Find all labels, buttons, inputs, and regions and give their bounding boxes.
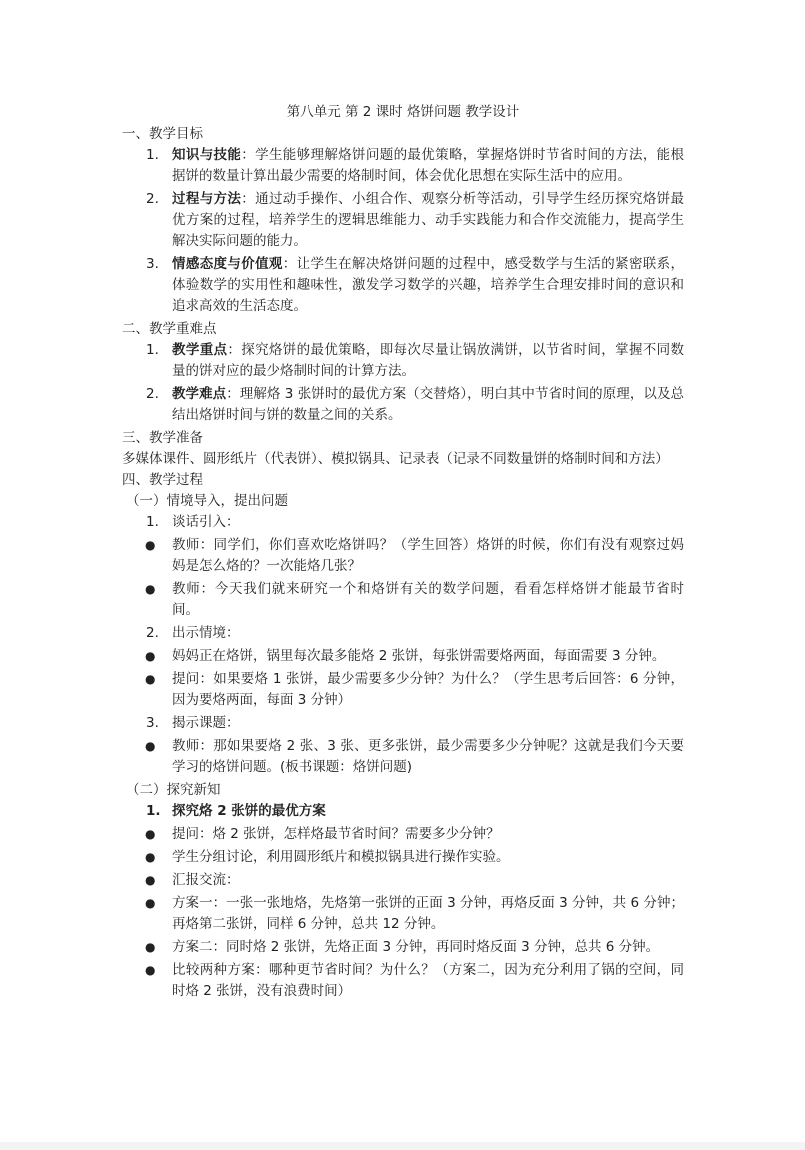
bullet-icon: ●	[145, 896, 156, 910]
bullet-text: 比较两种方案：哪种更节省时间？为什么？（方案二，因为充分利用了锅的空间，同时烙 2 张饼，没有浪费时间）	[172, 962, 684, 999]
bullet-icon: ●	[145, 873, 156, 887]
bullet-icon: ●	[145, 827, 156, 841]
bullet-text: 教师：那如果要烙 2 张、3 张、更多张饼，最少需要多少分钟呢？这就是我们今天要学习的烙饼问题。(板书课题：烙饼问题)	[172, 738, 684, 775]
item-label: 过程与方法	[172, 191, 242, 207]
key-point-item	[122, 340, 684, 382]
bullet-item	[122, 824, 684, 845]
subsection-heading-explore: （二）探究新知	[126, 782, 221, 798]
list-number: 1.	[146, 514, 159, 530]
bullet-icon: ●	[145, 940, 156, 954]
bullet-item	[122, 870, 684, 891]
bullet-item	[122, 579, 684, 621]
step-text: 谈话引入：	[172, 514, 240, 530]
bullet-text: 提问：烙 2 张饼，怎样烙最节省时间？需要多少分钟？	[172, 826, 500, 842]
objective-item	[122, 254, 684, 317]
section-heading-process: 四、教学过程	[122, 472, 203, 488]
item-label: 教学重点	[172, 342, 228, 358]
step-item	[122, 512, 684, 533]
item-label: 知识与技能	[172, 147, 242, 163]
list-number: 2.	[146, 191, 159, 207]
item-text: ：让学生在解决烙饼问题的过程中，感受数学与生活的紧密联系，体验数学的实用性和趣味性，激发学习数学的兴趣，培养学生合理安排时间的意识和追求高效的生活态度。	[172, 256, 685, 314]
bullet-text: 方案二：同时烙 2 张饼，先烙正面 3 分钟，再同时烙反面 3 分钟，总共 6 分钟。	[172, 939, 660, 955]
bullet-item	[122, 847, 684, 868]
bullet-icon: ●	[145, 649, 156, 663]
preparation-text: 多媒体课件、圆形纸片（代表饼）、模拟锅具、记录表（记录不同数量饼的烙制时间和方法）	[122, 451, 669, 467]
document-body	[122, 102, 684, 1004]
bullet-item	[122, 646, 684, 667]
bullet-item	[122, 535, 684, 577]
list-number: 1.	[146, 342, 159, 358]
bullet-text: 提问：如果要烙 1 张饼，最少需要多少分钟？为什么？（学生思考后回答：6 分钟，因为要烙两面，每面 3 分钟）	[172, 671, 684, 708]
bullet-item	[122, 893, 684, 935]
objective-item	[122, 145, 684, 187]
step-text: 出示情境：	[172, 625, 240, 641]
bullet-text: 汇报交流：	[172, 872, 240, 888]
bullet-icon: ●	[145, 582, 156, 596]
document-title: 第八单元 第 2 课时 烙饼问题 教学设计	[286, 104, 520, 120]
bullet-icon: ●	[145, 850, 156, 864]
item-text: ：理解烙 3 张饼时的最优方案（交替烙），明白其中节省时间的原理，以及总结出烙饼时间与饼的数量之间的关系。	[172, 386, 684, 423]
list-number: 3.	[146, 256, 159, 272]
bullet-item	[122, 937, 684, 958]
item-text: ：探究烙饼的最优策略，即每次尽量让锅放满饼，以节省时间，掌握不同数量的饼对应的最少烙制时间的计算方法。	[172, 342, 685, 379]
step-item	[122, 801, 684, 822]
list-number: 1.	[146, 803, 161, 819]
section-heading-preparation: 三、教学准备	[122, 430, 203, 446]
bullet-item	[122, 960, 684, 1002]
bullet-text: 教师：今天我们就来研究一个和烙饼有关的数学问题，看看怎样烙饼才能最节省时间。	[172, 581, 684, 618]
step-item	[122, 713, 684, 734]
item-text: ：通过动手操作、小组合作、观察分析等活动，引导学生经历探究烙饼最优方案的过程，培养学生的逻辑思维能力、动手实践能力和合作交流能力，提高学生解决实际问题的能力。	[172, 191, 685, 249]
step-item	[122, 623, 684, 644]
item-label: 教学难点	[172, 386, 227, 402]
section-heading-key-points: 二、教学重难点	[122, 321, 217, 337]
objective-item	[122, 189, 684, 252]
key-point-item	[122, 384, 684, 426]
bullet-icon: ●	[145, 538, 156, 552]
list-number: 3.	[146, 715, 159, 731]
bullet-text: 学生分组讨论，利用圆形纸片和模拟锅具进行操作实验。	[172, 849, 510, 865]
bullet-item	[122, 736, 684, 778]
bullet-icon: ●	[145, 672, 156, 686]
list-number: 2.	[146, 625, 159, 641]
item-text: ：学生能够理解烙饼问题的最优策略，掌握烙饼时节省时间的方法，能根据饼的数量计算出最少需要的烙制时间，体会优化思想在实际生活中的应用。	[172, 147, 685, 184]
bullet-icon: ●	[145, 739, 156, 753]
section-heading-objectives: 一、教学目标	[122, 126, 203, 142]
step-text: 探究烙 2 张饼的最优方案	[172, 803, 326, 819]
bullet-item	[122, 669, 684, 711]
item-label: 情感态度与价值观	[172, 256, 283, 272]
list-number: 2.	[146, 386, 159, 402]
bullet-text: 方案一：一张一张地烙，先烙第一张饼的正面 3 分钟，再烙反面 3 分钟，共 6 分钟；再烙第二张饼，同样 6 分钟，总共 12 分钟。	[172, 895, 684, 932]
bullet-text: 妈妈正在烙饼，锅里每次最多能烙 2 张饼，每张饼需要烙两面，每面需要 3 分钟。	[172, 648, 666, 664]
bullet-icon: ●	[145, 963, 156, 977]
list-number: 1.	[146, 147, 159, 163]
bullet-text: 教师：同学们，你们喜欢吃烙饼吗？（学生回答）烙饼的时候，你们有没有观察过妈妈是怎么烙的？一次能烙几张？	[172, 537, 684, 574]
step-text: 揭示课题：	[172, 715, 240, 731]
subsection-heading-intro: （一）情境导入，提出问题	[126, 493, 288, 509]
